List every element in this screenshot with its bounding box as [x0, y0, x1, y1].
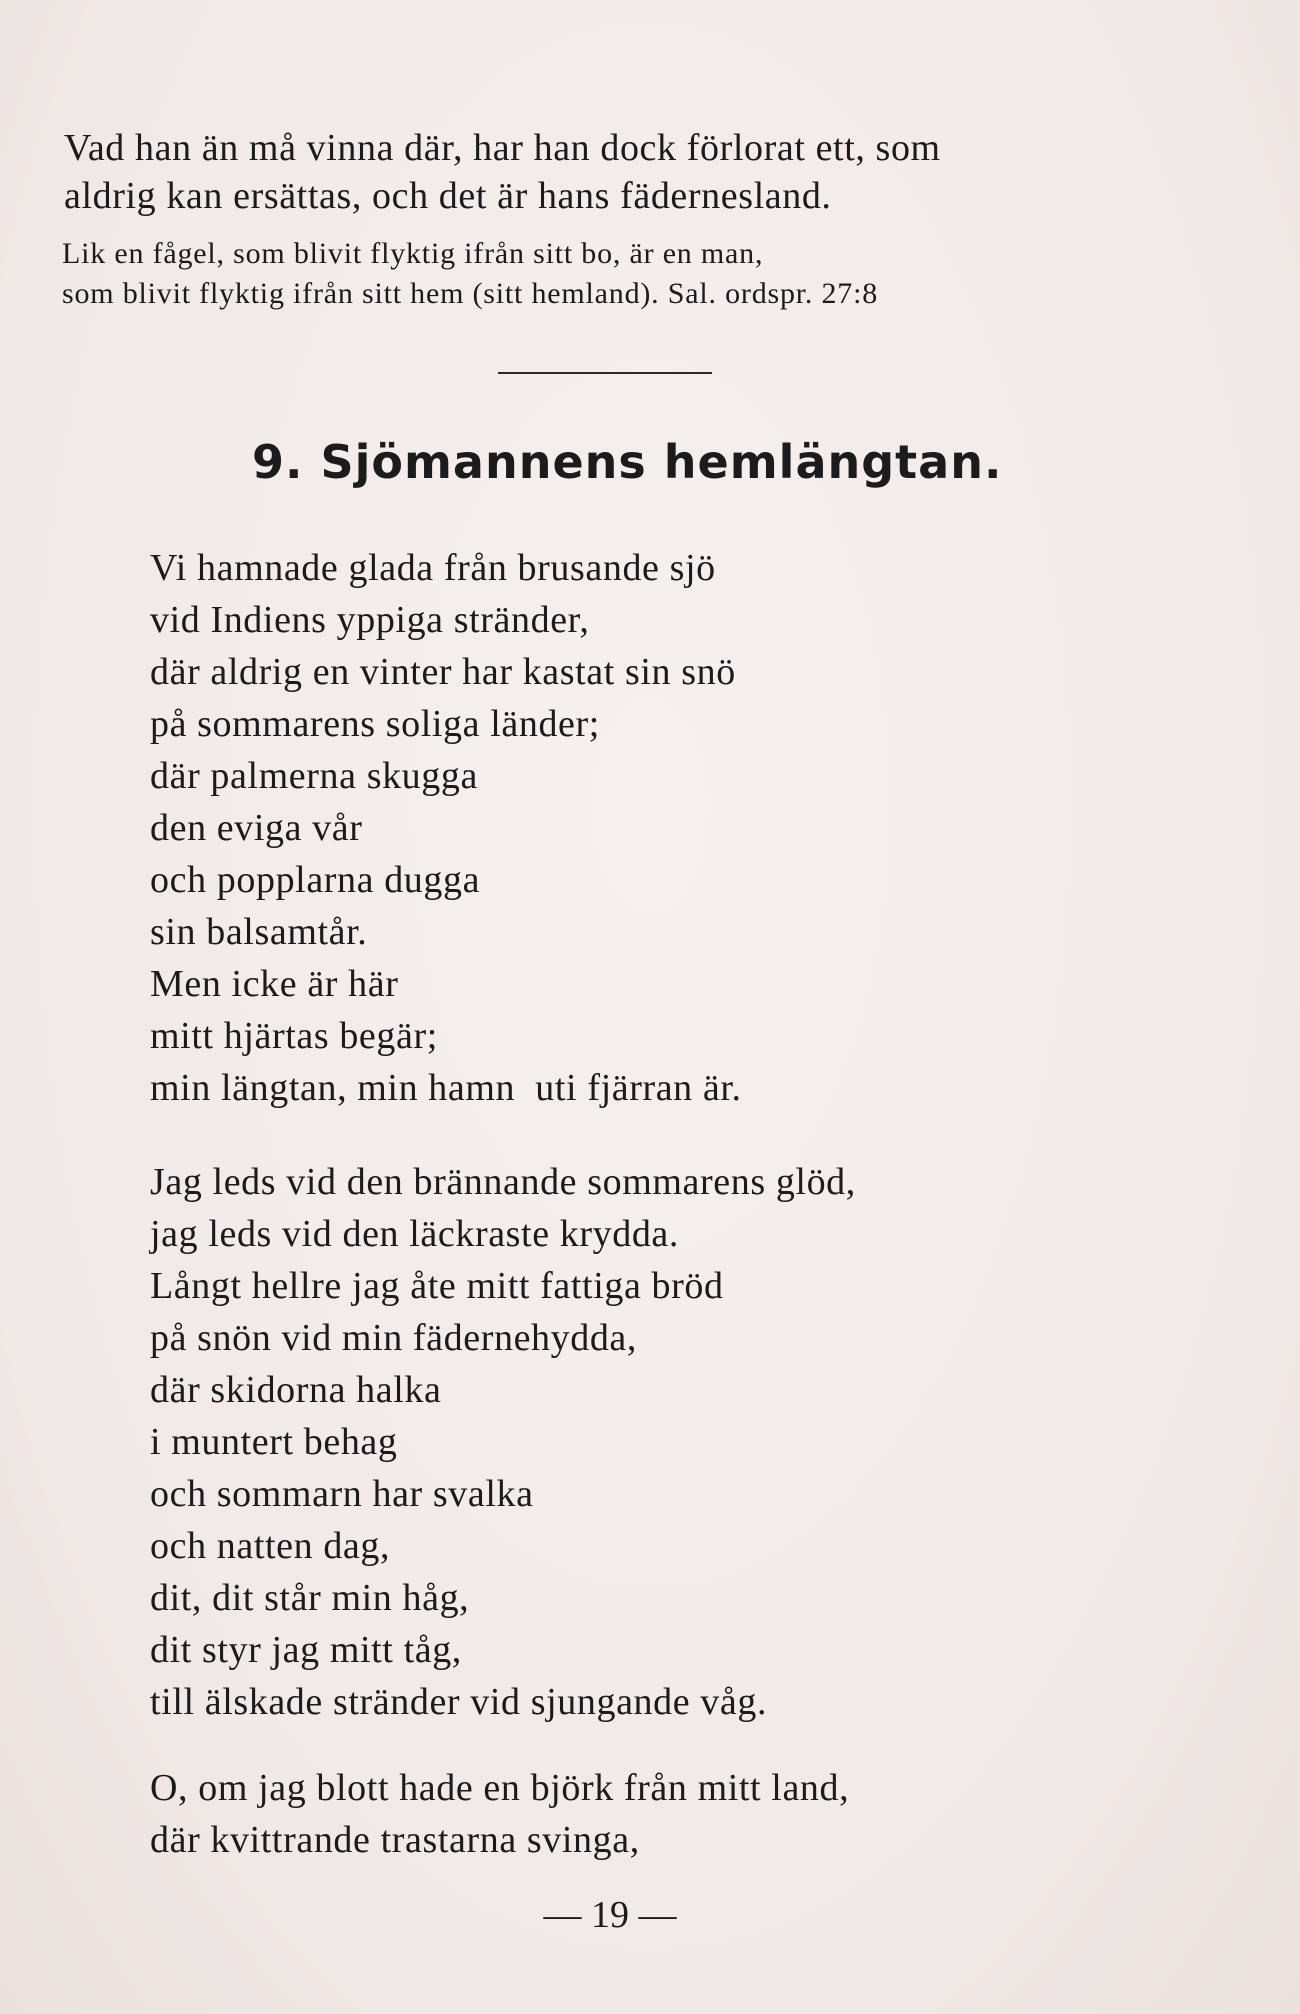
verse-line: sin balsamtår. [150, 911, 368, 953]
intro-line: Vad han än må vinna där, har han dock förlorat ett, som [64, 127, 941, 169]
proverb-quote [62, 234, 1172, 314]
quote-line: Lik en fågel, som blivit flyktig ifrån sitt bo, är en man, [62, 237, 764, 270]
verse-line: mitt hjärtas begär; [150, 1015, 438, 1057]
verse-line: Vi hamnade glada från brusande sjö [150, 547, 716, 589]
verse-line: där skidorna halka [150, 1369, 442, 1411]
verse-line: vid Indiens yppiga stränder, [150, 599, 590, 641]
verse-line: min längtan, min hamn uti fjärran är. [150, 1067, 742, 1109]
page-number: — 19 — [543, 1894, 677, 1936]
poem-stanza-1 [150, 542, 1150, 1114]
verse-line: den eviga vår [150, 807, 363, 849]
intro-line: aldrig kan ersättas, och det är hans fädernesland. [64, 175, 832, 217]
poem-stanza-2 [150, 1156, 1150, 1728]
verse-line: där kvittrande trastarna svinga, [150, 1819, 640, 1861]
verse-line: jag leds vid den läckraste krydda. [150, 1213, 680, 1255]
verse-line: där aldrig en vinter har kastat sin snö [150, 651, 736, 693]
verse-line: på snön vid min fädernehydda, [150, 1317, 638, 1359]
verse-line: Men icke är här [150, 963, 399, 1005]
poem-stanza-3 [150, 1762, 1150, 1866]
verse-line: dit, dit står min håg, [150, 1577, 470, 1619]
verse-line: O, om jag blott hade en björk från mitt land, [150, 1767, 850, 1809]
verse-line: till älskade stränder vid sjungande våg. [150, 1681, 768, 1723]
section-divider [498, 372, 712, 374]
verse-line: dit styr jag mitt tåg, [150, 1629, 462, 1671]
poem-title: 9. Sjömannens hemlängtan. [252, 435, 1003, 489]
verse-line: och sommarn har svalka [150, 1473, 534, 1515]
verse-line: Långt hellre jag åte mitt fattiga bröd [150, 1265, 724, 1307]
verse-line: och natten dag, [150, 1525, 391, 1567]
verse-line: i muntert behag [150, 1421, 398, 1463]
verse-line: och popplarna dugga [150, 859, 481, 901]
verse-line: där palmerna skugga [150, 755, 478, 797]
verse-line: på sommarens soliga länder; [150, 703, 600, 745]
intro-paragraph [64, 124, 1164, 220]
quote-line: som blivit flyktig ifrån sitt hem (sitt hemland). Sal. ordspr. 27:8 [62, 277, 879, 310]
verse-line: Jag leds vid den brännande sommarens glöd, [150, 1161, 856, 1203]
